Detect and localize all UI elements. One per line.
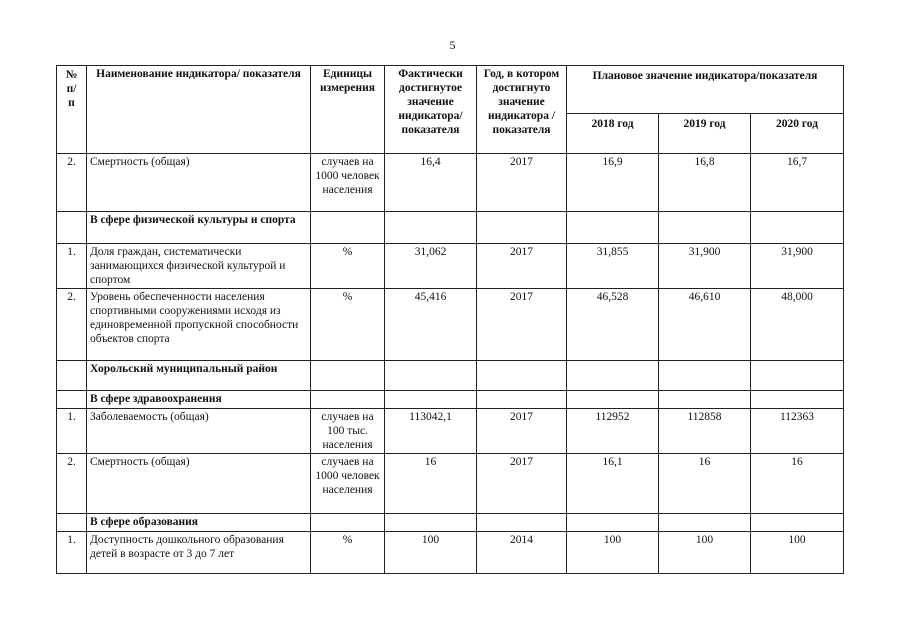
cell-empty [751,361,844,391]
table-row [57,154,844,212]
cell-unit: % [311,289,385,361]
cell-empty [567,514,659,532]
cell-empty [385,212,477,244]
section-title: В сфере физической культуры и спорта [87,212,311,244]
cell-unit: случаев на 1000 человек населения [311,154,385,212]
cell-name: Уровень обеспеченности населения спортивными сооружениями исходя из единовременной пропускной способности объектов спорта [87,289,311,361]
cell-plan-2020: 112363 [751,409,844,454]
cell-actual: 45,416 [385,289,477,361]
cell-num: 2. [57,454,87,514]
cell-name: Доступность дошкольного образования детей в возрасте от 3 до 7 лет [87,532,311,574]
table-row [57,289,844,361]
cell-year: 2017 [477,154,567,212]
cell-empty [311,212,385,244]
cell-plan-2019: 100 [659,532,751,574]
cell-plan-2019: 31,900 [659,244,751,289]
cell-name: Смертность (общая) [87,454,311,514]
cell-num: 2. [57,289,87,361]
cell-empty [659,212,751,244]
cell-num: 1. [57,244,87,289]
cell-num: 2. [57,154,87,212]
section-title: Хорольский муниципальный район [87,361,311,391]
cell-year: 2017 [477,409,567,454]
indicators-table [56,65,844,574]
cell-year: 2017 [477,289,567,361]
cell-year: 2017 [477,454,567,514]
table-row [57,244,844,289]
cell-empty [477,212,567,244]
section-title: В сфере образования [87,514,311,532]
table-row [57,532,844,574]
cell-unit: случаев на 1000 человек населения [311,454,385,514]
cell-empty [659,514,751,532]
cell-num [57,361,87,391]
header-unit: Единицы измерения [311,66,385,154]
cell-plan-2019: 16,8 [659,154,751,212]
cell-unit: случаев на 100 тыс. населения [311,409,385,454]
section-row [57,212,844,244]
cell-empty [311,514,385,532]
cell-empty [477,361,567,391]
section-title: В сфере здравоохранения [87,391,311,409]
header-year: Год, в котором достигнуто значение индикатора /показателя [477,66,567,154]
cell-empty [751,514,844,532]
cell-num [57,514,87,532]
section-row [57,361,844,391]
table-row [57,409,844,454]
cell-empty [385,391,477,409]
cell-empty [477,514,567,532]
cell-plan-2018: 46,528 [567,289,659,361]
cell-empty [659,391,751,409]
cell-empty [385,514,477,532]
cell-empty [311,391,385,409]
header-2020: 2020 год [751,114,844,154]
page-number: 5 [449,38,456,52]
cell-plan-2019: 112858 [659,409,751,454]
header-name: Наименование индикатора/ показателя [87,66,311,154]
cell-plan-2020: 16 [751,454,844,514]
cell-num [57,391,87,409]
cell-name: Заболеваемость (общая) [87,409,311,454]
section-row [57,391,844,409]
cell-empty [311,361,385,391]
header-num: № п/ п [57,66,87,154]
cell-plan-2018: 16,1 [567,454,659,514]
section-row [57,514,844,532]
cell-plan-2018: 16,9 [567,154,659,212]
cell-empty [751,212,844,244]
cell-unit: % [311,532,385,574]
cell-num: 1. [57,409,87,454]
cell-plan-2019: 46,610 [659,289,751,361]
cell-name: Смертность (общая) [87,154,311,212]
cell-num: 1. [57,532,87,574]
cell-actual: 100 [385,532,477,574]
cell-actual: 16 [385,454,477,514]
cell-empty [477,391,567,409]
cell-actual: 31,062 [385,244,477,289]
cell-empty [567,212,659,244]
cell-plan-2020: 48,000 [751,289,844,361]
cell-actual: 113042,1 [385,409,477,454]
cell-plan-2019: 16 [659,454,751,514]
header-2018: 2018 год [567,114,659,154]
cell-plan-2018: 31,855 [567,244,659,289]
cell-name: Доля граждан, систематически занимающихся физической культурой и спортом [87,244,311,289]
cell-unit: % [311,244,385,289]
cell-plan-2018: 100 [567,532,659,574]
header-plan: Плановое значение индикатора/показателя [567,66,844,114]
cell-empty [659,361,751,391]
cell-year: 2014 [477,532,567,574]
cell-plan-2020: 16,7 [751,154,844,212]
header-actual: Фактически достигнутое значение индикатора/ показателя [385,66,477,154]
cell-empty [385,361,477,391]
cell-empty [751,391,844,409]
table-body [57,154,844,574]
cell-year: 2017 [477,244,567,289]
cell-empty [567,361,659,391]
cell-empty [567,391,659,409]
cell-actual: 16,4 [385,154,477,212]
cell-num [57,212,87,244]
cell-plan-2018: 112952 [567,409,659,454]
cell-plan-2020: 31,900 [751,244,844,289]
cell-plan-2020: 100 [751,532,844,574]
table-row [57,454,844,514]
header-2019: 2019 год [659,114,751,154]
